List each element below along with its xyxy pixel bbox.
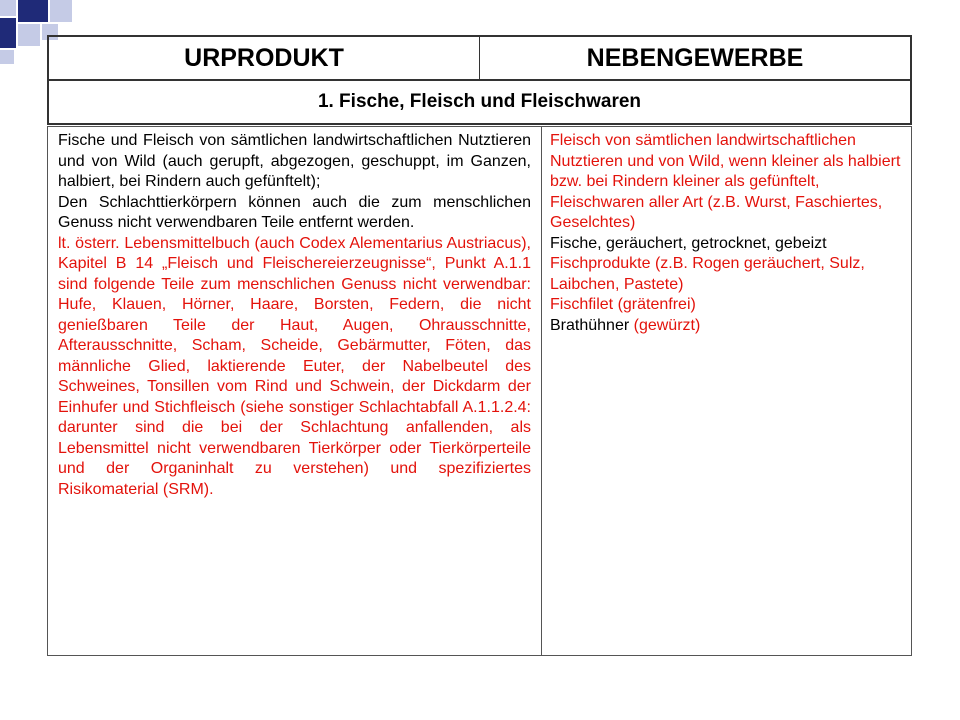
deco-square (0, 0, 16, 16)
header-nebengewerbe: NEBENGEWERBE (479, 37, 910, 79)
nebengewerbe-item-4: Fischprodukte (z.B. Rogen geräuchert, Sulz, Laibchen, Pastete) (550, 255, 865, 293)
nebengewerbe-item-2: Fleischwaren aller Art (z.B. Wurst, Faschiertes, Geselchtes) (550, 193, 883, 231)
urprodukt-paragraph-3: lt. österr. Lebensmittelbuch (auch Codex Alementarius Austriacus), Kapitel B 14 „Fleisch und Fleischereierzeugnisse“, Punkt A.1.1 sind folgende Teile zum menschlichen Genuss nicht verwendbar: Hufe, Klauen, Hörner, Haare, Borsten, Federn, die nicht genießbaren Teile der Haut, Augen, Ohrausschnitte, Afterausschnitte, Scham, Scheide, Gebärmutter, Föten, das männliche Glied, laktierende Euter, der Nabelbeutel des Schweines, Tonsillen vom Rind und Schwein, der Dickdarm der Einhufer und Stichfleisch (siehe sonstiger Schlachtabfall A.1.1.2.4: darunter sind die bei der Schlachtung anfallenden, als Lebensmittel nicht verwendbaren Tierkörper oder Tierkörperteile und der Organinhalt zu verstehen) und spezifiziertes Risikomaterial (SRM). (58, 234, 531, 498)
header-urprodukt: URPRODUKT (184, 43, 344, 72)
nebengewerbe-item-6-highlight: (gewürzt) (633, 316, 701, 334)
nebengewerbe-item-5: Fischfilet (grätenfrei) (550, 296, 696, 313)
header-row (47, 35, 912, 80)
nebengewerbe-column (542, 127, 911, 655)
deco-square (18, 0, 48, 22)
urprodukt-paragraph-2: Den Schlachttierkörpern können auch die zum menschlichen Genuss nicht verwendbaren Teile entfernt werden. (58, 193, 531, 231)
nebengewerbe-item-6-text: Brathühner (550, 316, 634, 334)
urprodukt-paragraph-1: Fische und Fleisch von sämtlichen landwirtschaftlichen Nutztieren und von Wild (auch gerupft, abgezogen, geschuppt, im Ganzen, halbiert, bei Rindern auch gefünftelt); (58, 132, 531, 190)
nebengewerbe-item-6 (550, 316, 903, 337)
section-title: 1. Fische, Fleisch und Fleischwaren (47, 80, 912, 125)
urprodukt-column (48, 127, 542, 655)
deco-square (18, 24, 40, 46)
nebengewerbe-item-3: Fische, geräuchert, getrocknet, gebeizt (550, 234, 827, 252)
deco-square (50, 0, 72, 22)
deco-square (0, 18, 16, 48)
deco-square (0, 50, 14, 64)
content-table (47, 126, 912, 656)
nebengewerbe-item-1: Fleisch von sämtlichen landwirtschaftlichen Nutztieren und von Wild, wenn kleiner als halbiert bzw. bei Rindern kleiner als gefünftelt, (550, 132, 901, 190)
header-table (47, 35, 912, 125)
